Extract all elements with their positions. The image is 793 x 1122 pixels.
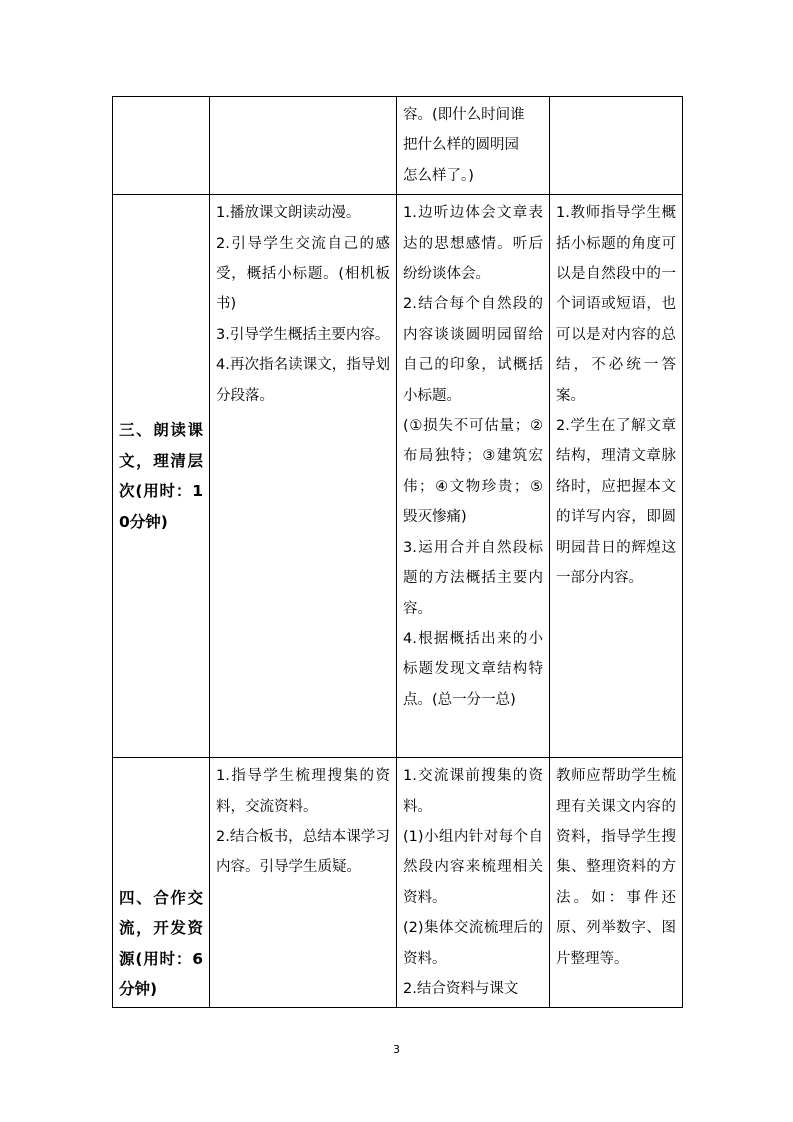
student-activity-item: (2)集体交流梳理后的资料。	[403, 920, 543, 967]
student-activity-item: (1)小组内针对每个自然段内容来梳理相关资料。	[403, 829, 543, 906]
design-note-cell	[550, 758, 683, 1008]
design-note-item: 教师应帮助学生梳理有关课文内容的资料，指导学生搜集、整理资料的方法。如：事件还原、列举数字、图片整理等。	[556, 768, 676, 967]
student-activity-cell	[397, 758, 550, 1008]
teacher-activity-item: 2.结合板书，总结本课学习内容。引导学生质疑。	[216, 829, 390, 876]
table-row	[113, 195, 683, 758]
stage-cell: 四、合作交流，开发资源(用时：6分钟)	[113, 758, 210, 1008]
stage-cell	[113, 97, 210, 195]
student-activity-item: 1.边听边体会文章表达的思想感情。听后纷纷谈体会。	[403, 205, 543, 283]
table-row	[113, 758, 683, 1008]
teacher-activity-item: 1.播放课文朗读动漫。	[216, 205, 361, 222]
teacher-activity-item: 4.再次指名读课文，指导划分段落。	[216, 357, 390, 404]
page-number: 3	[393, 1043, 400, 1056]
table-row	[113, 97, 683, 195]
design-note-cell	[550, 97, 683, 195]
teacher-activity-cell	[210, 758, 397, 1008]
stage-cell: 三、朗读课文，理清层次(用时：10分钟)	[113, 195, 210, 758]
student-activity-item: 1.交流课前搜集的资料。	[403, 768, 543, 815]
design-note-item: 1.教师指导学生概括小标题的角度可以是自然段中的一个词语或短语，也可以是对内容的总结，不必统一答案。	[556, 205, 676, 404]
student-activity-cell	[397, 195, 550, 758]
design-note-item: 2.学生在了解文章结构，理清文章脉络时，应把握本文的详写内容，即圆明园昔日的辉煌这一部分内容。	[556, 418, 676, 587]
teacher-activity-item: 3.引导学生概括主要内容。	[216, 326, 390, 343]
teacher-activity-cell	[210, 195, 397, 758]
student-activity-item: 4.根据概括出来的小标题发现文章结构特点。(总一分一总)	[403, 630, 543, 708]
student-activity-line: 容。(即什么时间谁	[403, 107, 525, 123]
teacher-activity-item: 1.指导学生梳理搜集的资料，交流资料。	[216, 768, 390, 815]
lesson-plan-table	[112, 96, 683, 1008]
student-activity-line: 怎么样了。)	[403, 167, 474, 184]
teacher-activity-cell	[210, 97, 397, 195]
student-activity-item: 2.结合每个自然段的内容谈谈圆明园留给自己的印象，试概括小标题。	[403, 296, 543, 404]
teacher-activity-item: 2.引导学生交流自己的感受，概括小标题。(相机板书)	[216, 235, 390, 313]
student-activity-item: 3.运用合并自然段标题的方法概括主要内容。	[403, 539, 543, 617]
student-activity-cell	[397, 97, 550, 195]
student-activity-line: 把什么样的圆明园	[403, 137, 519, 154]
student-activity-item: 2.结合资料与课文	[403, 981, 519, 998]
student-activity-item: (①损失不可估量；②布局独特；③建筑宏伟；④文物珍贵；⑤毁灭惨痛)	[403, 418, 543, 526]
design-note-cell	[550, 195, 683, 758]
